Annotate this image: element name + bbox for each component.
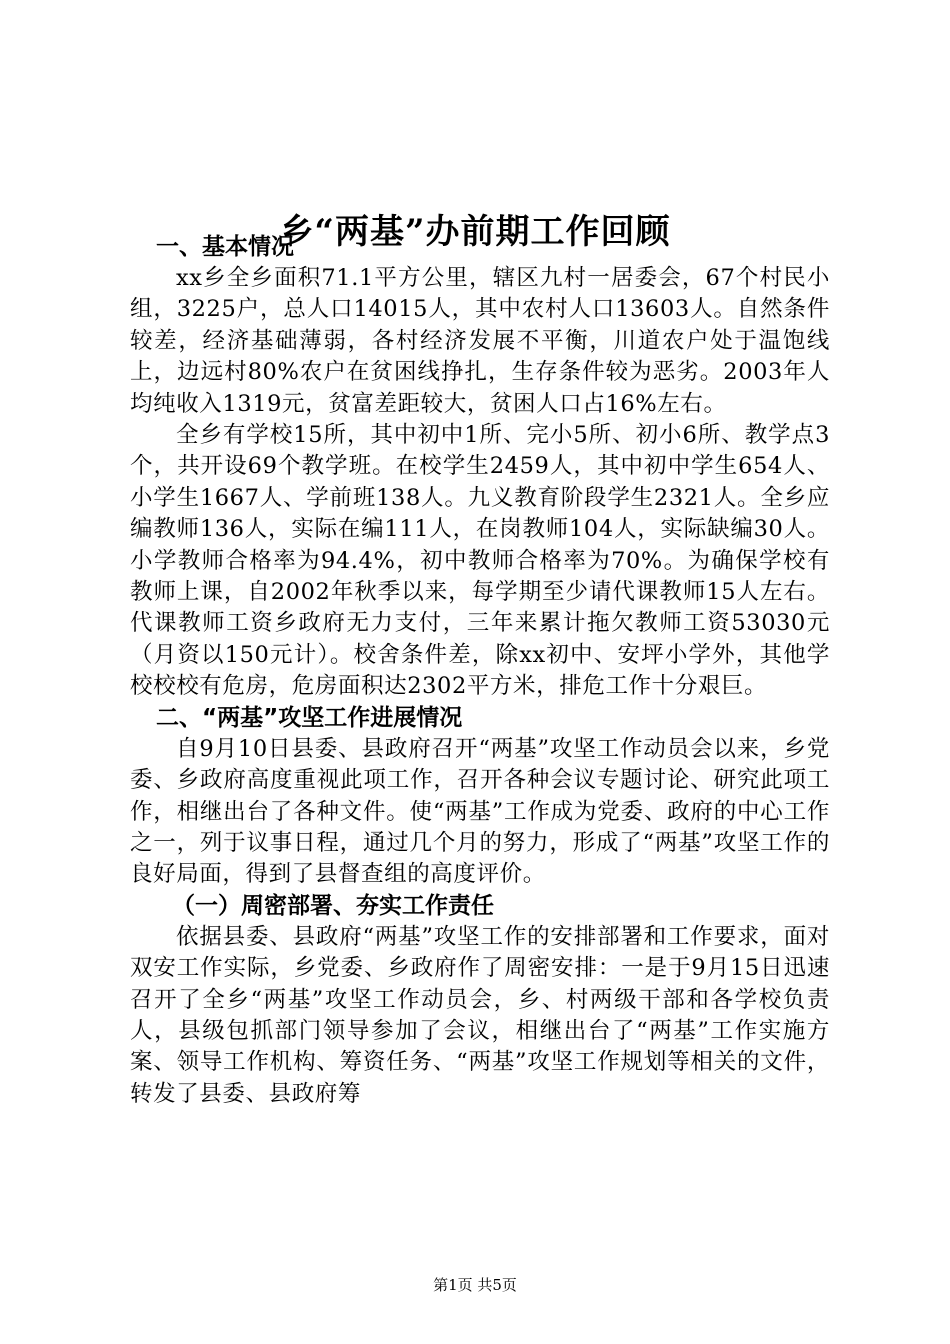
paragraph-deployment-1: 依据县委、县政府“两基”攻坚工作的安排部署和工作要求，面对双安工作实际，乡党委、乡政府作了周密安排：一是于9月15日迅速召开了全乡“两基”攻坚工作动员会，乡、村两级干部和各学校负责人，县级包抓部门领导参加了会议，相继出台了“两基”工作实施方案、领导工作机构、筹资任务、“两基”攻坚工作规划等相关的文件，转发了县委、县政府筹 [130, 923, 830, 1107]
section-heading-progress: 二、“两基”攻坚工作进展情况 [156, 704, 463, 731]
paragraph-basic-info-2: 全乡有学校15所，其中初中1所、完小5所、初小6所、教学点3个，共开设69个教学班。在校学生2459人，其中初中学生654人、小学生1667人、学前班138人。九义教育阶段学生2321人。全乡应编教师136人，实际在编111人，在岗教师104人，实际缺编30人。小学教师合格率为94.4%，初中教师合格率为70%。为确保学校有教师上课，自2002年秋季以来，每学期至少请代课教师15人左右。代课教师工资乡政府无力支付，三年来累计拖欠教师工资53030元（月资以150元计）。校舍条件差，除xx初中、安坪小学外，其他学校校校有危房，危房面积达2302平方米，排危工作十分艰巨。 [130, 422, 830, 700]
paragraph-progress-1: 自9月10日县委、县政府召开“两基”攻坚工作动员会以来，乡党委、乡政府高度重视此项工作，召开各种会议专题讨论、研究此项工作，相继出台了各种文件。使“两基”工作成为党委、政府的中心工作之一，列于议事日程，通过几个月的努力，形成了“两基”攻坚工作的良好局面，得到了县督查组的高度评价。 [130, 735, 830, 888]
subsection-heading-deployment: （一）周密部署、夯实工作责任 [172, 892, 494, 919]
document-body [130, 232, 830, 1110]
document-title: 乡“两基”办前期工作回顾 [279, 211, 671, 252]
paragraph-basic-info-1: xx乡全乡面积71.1平方公里，辖区九村一居委会，67个村民小组，3225户，总人口14015人，其中农村人口13603人。自然条件较差，经济基础薄弱，各村经济发展不平衡，川道农户处于温饱线上，边远村80%农户在贫困线挣扎，生存条件较为恶劣。2003年人均纯收入1319元，贫富差距较大，贫困人口占16%左右。 [130, 265, 830, 417]
section-heading-basic-info: 一、基本情况 [156, 234, 294, 260]
page-footer: 第1页 共5页 [433, 1276, 517, 1294]
